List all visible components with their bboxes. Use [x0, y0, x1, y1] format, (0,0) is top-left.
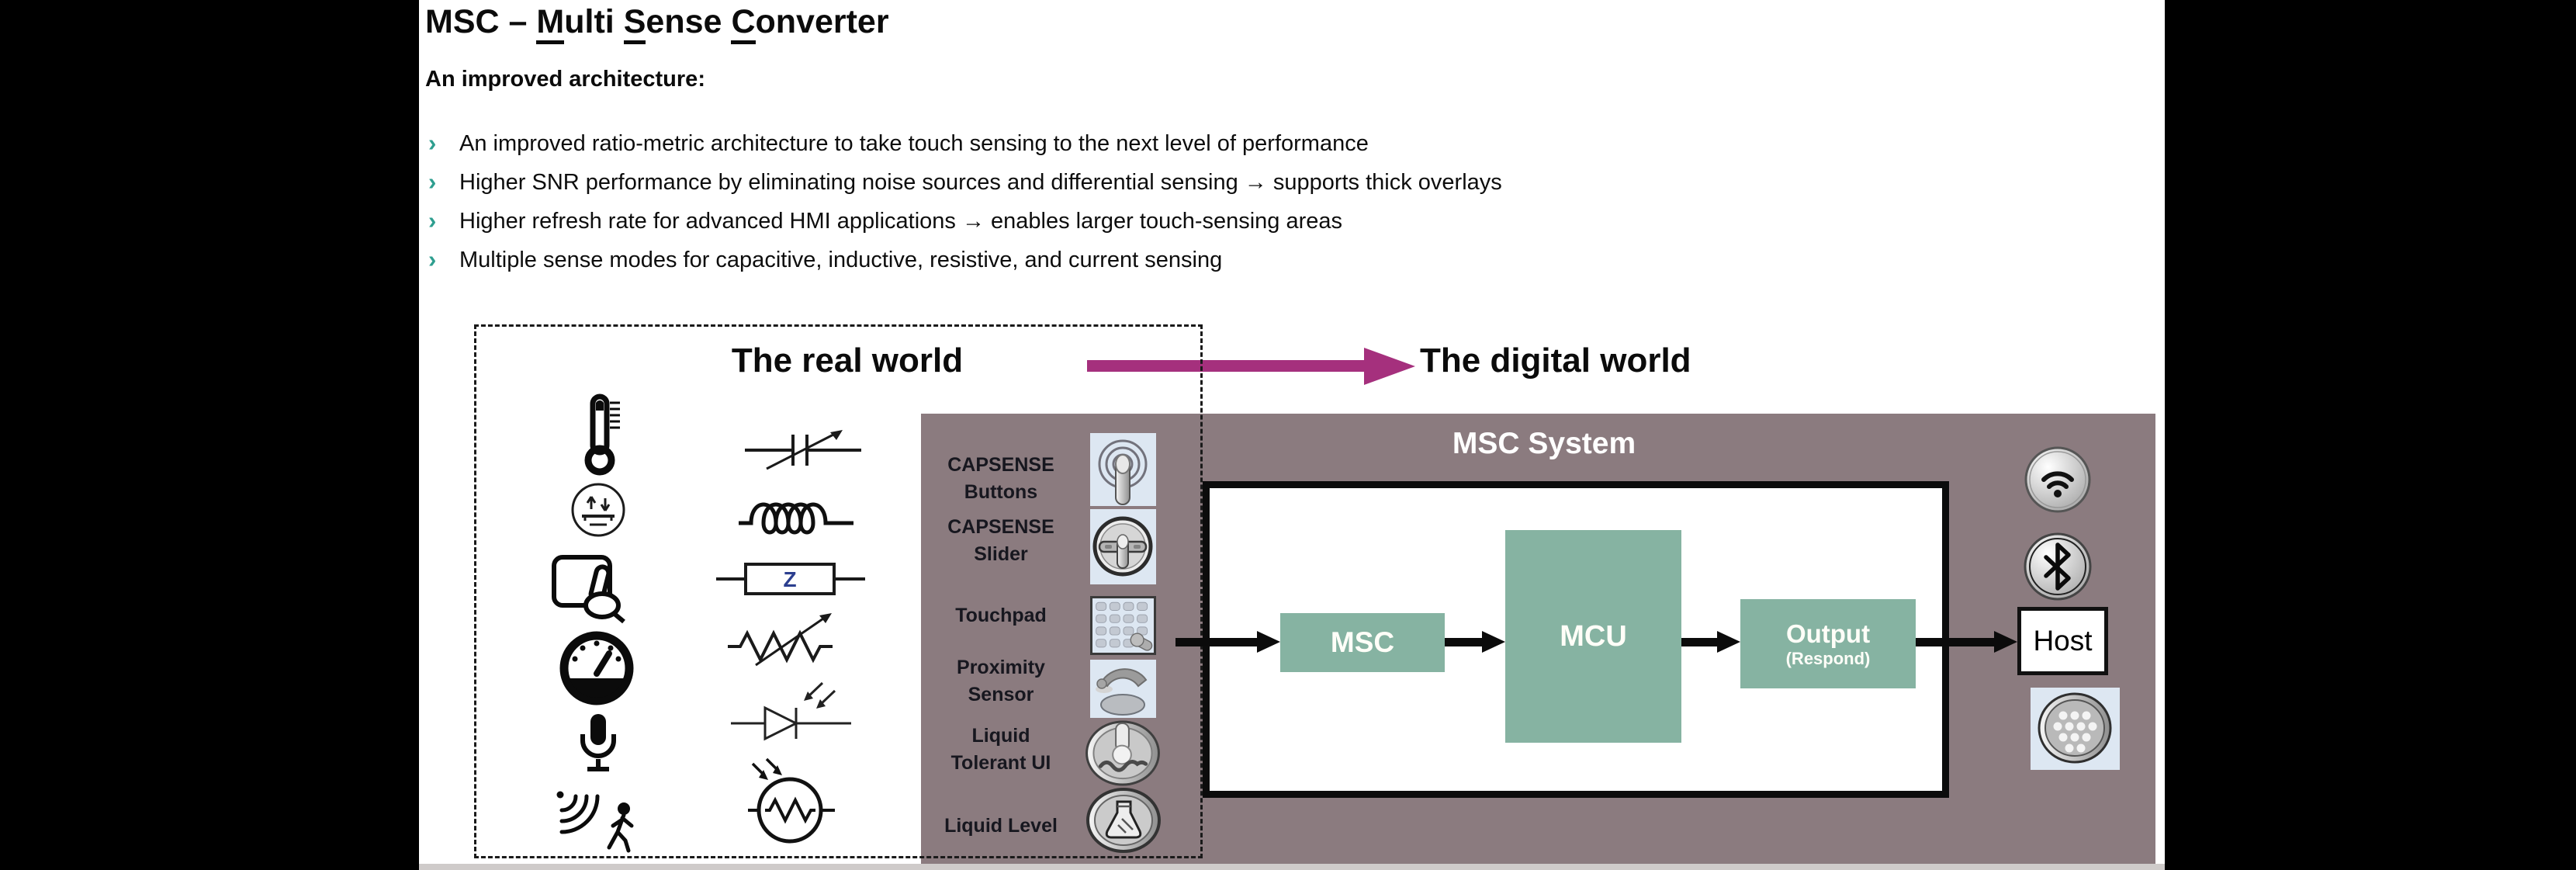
photodiode-icon: [731, 677, 853, 750]
bluetooth-icon: [2022, 531, 2093, 602]
arrow-sensors-to-msc: [1175, 638, 1257, 646]
title-prefix: MSC –: [425, 3, 528, 40]
proximity-sensor-icon: [1090, 660, 1156, 718]
real-to-digital-arrowhead-icon: [1364, 348, 1415, 385]
thermometer-icon: [578, 393, 623, 476]
msc-block: MSC: [1280, 613, 1445, 672]
bullet-item: [425, 241, 2117, 279]
arrow-mcu-to-output: [1681, 638, 1717, 646]
variable-capacitor-icon: [745, 424, 863, 473]
bullet-chevron-icon: ›: [428, 245, 437, 273]
arrowhead-icon: [1482, 631, 1505, 653]
motion-sensor-icon: [552, 785, 644, 854]
title-word-multi: Multi: [536, 3, 614, 40]
dot-matrix-icon: [2031, 688, 2120, 770]
bullet-item: [425, 124, 2117, 163]
microphone-icon: [574, 711, 622, 778]
label-capsense-slider: CAPSENSE Slider: [947, 516, 1054, 565]
bullet-chevron-icon: ›: [428, 206, 437, 234]
label-touchpad: Touchpad: [955, 605, 1047, 626]
label-capsense-buttons: CAPSENSE Buttons: [947, 454, 1054, 503]
arrowhead-icon: [1717, 631, 1740, 653]
page-title: [425, 3, 889, 44]
impedance-icon: [716, 560, 865, 598]
output-label: Output: [1785, 619, 1871, 648]
mcu-block: MCU: [1505, 530, 1681, 743]
touch-control-icon: [551, 549, 630, 624]
arrow-output-to-host: [1916, 638, 1994, 646]
pressure-gauge-icon: [566, 481, 630, 539]
bullet-list: [425, 124, 2117, 279]
bullet-text: Higher refresh rate for advanced HMI applications → enables larger touch-sensing areas: [459, 208, 1343, 234]
impedance-z-label: Z: [783, 567, 797, 591]
bullet-chevron-icon: ›: [428, 168, 437, 196]
photoresistor-icon: [736, 757, 840, 846]
capsense-slider-icon: [1090, 509, 1156, 584]
bullet-text: An improved ratio-metric architecture to take touch sensing to the next level of performance: [459, 130, 1369, 156]
output-sublabel: (Respond): [1785, 648, 1871, 668]
output-block: [1740, 599, 1916, 688]
real-world-label: The real world: [731, 341, 964, 380]
digital-world-label: The digital world: [1420, 341, 1691, 380]
arrowhead-icon: [1257, 631, 1280, 653]
msc-system-title: MSC System: [1452, 427, 1636, 460]
bullet-item: [425, 163, 2117, 202]
presentation-slide: [419, 0, 2165, 870]
bullet-text: Higher SNR performance by eliminating noise sources and differential sensing → supports thick overlays: [459, 169, 1502, 195]
wifi-icon: [2024, 445, 2092, 514]
arrow-msc-to-mcu: [1445, 638, 1482, 646]
speedometer-icon: [557, 629, 636, 708]
touchpad-icon: [1090, 596, 1156, 655]
capsense-buttons-icon: [1090, 433, 1156, 506]
title-word-converter: Converter: [731, 3, 888, 40]
variable-resistor-icon: [728, 606, 858, 670]
slide-subtitle: An improved architecture:: [425, 67, 705, 92]
title-word-sense: Sense: [624, 3, 722, 40]
liquid-level-icon: [1086, 788, 1162, 853]
bullet-text: Multiple sense modes for capacitive, inductive, resistive, and current sensing: [459, 247, 1223, 272]
liquid-tolerant-ui-icon: [1085, 720, 1161, 786]
bullet-chevron-icon: ›: [428, 129, 437, 157]
label-liquid-level: Liquid Level: [944, 815, 1058, 837]
label-liquid-tolerant-ui: Liquid Tolerant UI: [950, 725, 1051, 774]
arrowhead-icon: [1994, 631, 2017, 653]
label-proximity-sensor: Proximity Sensor: [957, 657, 1045, 705]
inductor-icon: [737, 489, 855, 537]
host-block: Host: [2017, 607, 2108, 675]
bullet-item: [425, 202, 2117, 241]
slide-bottom-edge: [419, 864, 2165, 870]
